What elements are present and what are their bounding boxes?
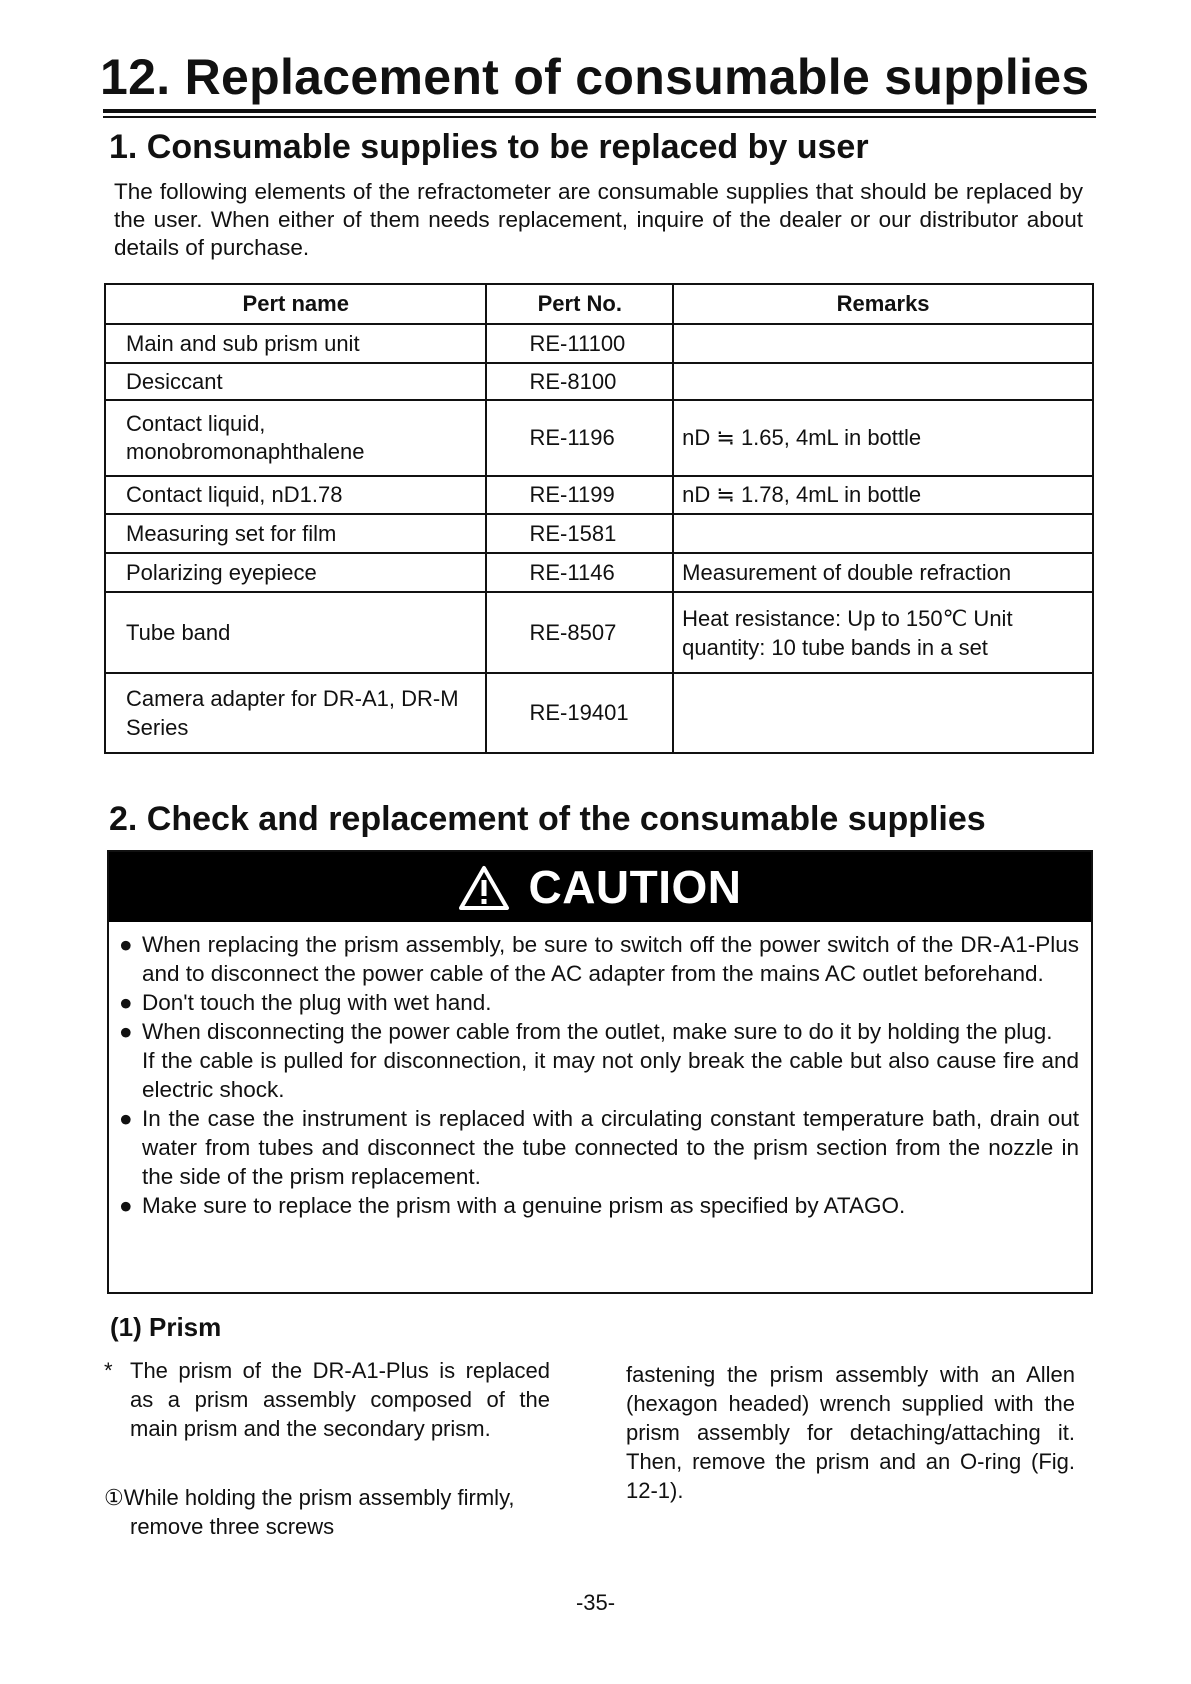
caution-item (119, 1017, 1079, 1104)
page-number: -35- (575, 1590, 616, 1615)
caution-item-text: Don't touch the plug with wet hand. (142, 990, 492, 1015)
title-rule-thick (103, 109, 1096, 113)
header-part-no: Pert No. (486, 284, 673, 324)
table-row (105, 514, 1093, 553)
part-name-cell: Main and sub prism unit (105, 324, 486, 363)
remarks-cell (673, 673, 1093, 753)
caution-list (119, 930, 1079, 1220)
caution-item-text: In the case the instrument is replaced with a circulating constant temperature bath, drain out water from tubes and disconnect the tube connected to the prism section from the nozzle in the side of the prism replacement. (142, 1106, 1079, 1189)
part-name-cell: Polarizing eyepiece (105, 553, 486, 592)
parts-table (104, 283, 1094, 754)
part-no-cell: RE-1146 (486, 553, 673, 592)
table-row (105, 592, 1093, 673)
caution-item (119, 988, 1079, 1017)
part-no-cell: RE-8100 (486, 363, 673, 400)
caution-item-text: When disconnecting the power cable from the outlet, make sure to do it by holding the plug. (142, 1019, 1053, 1044)
table-row (105, 553, 1093, 592)
bullet-icon: ● (119, 1193, 133, 1218)
part-name-cell: Contact liquid, nD1.78 (105, 476, 486, 514)
caution-item (119, 930, 1079, 988)
caution-item-text: Make sure to replace the prism with a genuine prism as specified by ATAGO. (142, 1193, 906, 1218)
caution-header (109, 852, 1091, 922)
part-name-cell: Camera adapter for DR-A1, DR-M Series (105, 673, 486, 753)
header-remarks: Remarks (673, 284, 1093, 324)
caution-item-continuation: If the cable is pulled for disconnection, it may not only break the cable but also cause fire and electric shock. (142, 1048, 1079, 1102)
table-row (105, 363, 1093, 400)
bullet-icon: ● (119, 932, 133, 957)
remarks-cell (673, 514, 1093, 553)
section2-heading: 2. Check and replacement of the consumable supplies (109, 800, 986, 838)
section1-heading: 1. Consumable supplies to be replaced by user (109, 128, 869, 166)
remarks-cell (673, 324, 1093, 363)
part-name-cell: Contact liquid, monobromonaphthalene (105, 400, 486, 476)
part-no-cell: RE-8507 (486, 592, 673, 673)
caution-title: CAUTION (528, 861, 742, 913)
table-row (105, 673, 1093, 753)
title-rule-thin (103, 116, 1096, 118)
bullet-icon: ● (119, 990, 133, 1015)
caution-item (119, 1104, 1079, 1191)
part-no-cell: RE-1199 (486, 476, 673, 514)
step-1-text: ①While holding the prism assembly firmly, remove three screws (104, 1485, 515, 1539)
part-no-cell: RE-1581 (486, 514, 673, 553)
prism-note-text: The prism of the DR-A1-Plus is replaced as a prism assembly composed of the main prism and the secondary prism. (130, 1358, 550, 1441)
step-1 (104, 1483, 544, 1541)
header-part-name: Pert name (105, 284, 486, 324)
step-1-continuation: fastening the prism assembly with an Allen (hexagon headed) wrench supplied with the prism assembly for detaching/attaching it. Then, remove the prism and an O-ring (Fig. 12-1). (626, 1362, 1075, 1503)
remarks-cell: nD ≒ 1.78, 4mL in bottle (673, 476, 1093, 514)
part-no-cell: RE-11100 (486, 324, 673, 363)
part-no-cell: RE-19401 (486, 673, 673, 753)
remarks-cell: Measurement of double refraction (673, 553, 1093, 592)
table-header-row (105, 284, 1093, 324)
part-name-cell: Desiccant (105, 363, 486, 400)
bullet-icon: ● (119, 1019, 133, 1044)
remarks-cell: nD ≒ 1.65, 4mL in bottle (673, 400, 1093, 476)
prism-note (104, 1356, 550, 1443)
subsection-heading: (1) Prism (110, 1312, 222, 1342)
part-name-cell: Measuring set for film (105, 514, 486, 553)
asterisk-mark: * (104, 1358, 113, 1383)
table-row (105, 324, 1093, 363)
part-name-cell: Tube band (105, 592, 486, 673)
bullet-icon: ● (119, 1106, 133, 1131)
part-no-cell: RE-1196 (486, 400, 673, 476)
section1-intro: The following elements of the refractometer are consumable supplies that should be replaced by the user. When either of them needs replacement, inquire of the dealer or our distributor about details of purchase. (114, 179, 1083, 260)
remarks-cell: Heat resistance: Up to 150℃ Unit quantity: 10 tube bands in a set (673, 592, 1093, 673)
caution-box (107, 850, 1093, 1294)
remarks-cell (673, 363, 1093, 400)
caution-item-text: When replacing the prism assembly, be sure to switch off the power switch of the DR-A1-Plus and to disconnect the power cable of the AC adapter from the mains AC outlet beforehand. (142, 932, 1079, 986)
warning-triangle-icon (458, 865, 510, 911)
page-title: 12. Replacement of consumable supplies (100, 49, 1090, 105)
table-row (105, 476, 1093, 514)
caution-item (119, 1191, 1079, 1220)
table-row (105, 400, 1093, 476)
